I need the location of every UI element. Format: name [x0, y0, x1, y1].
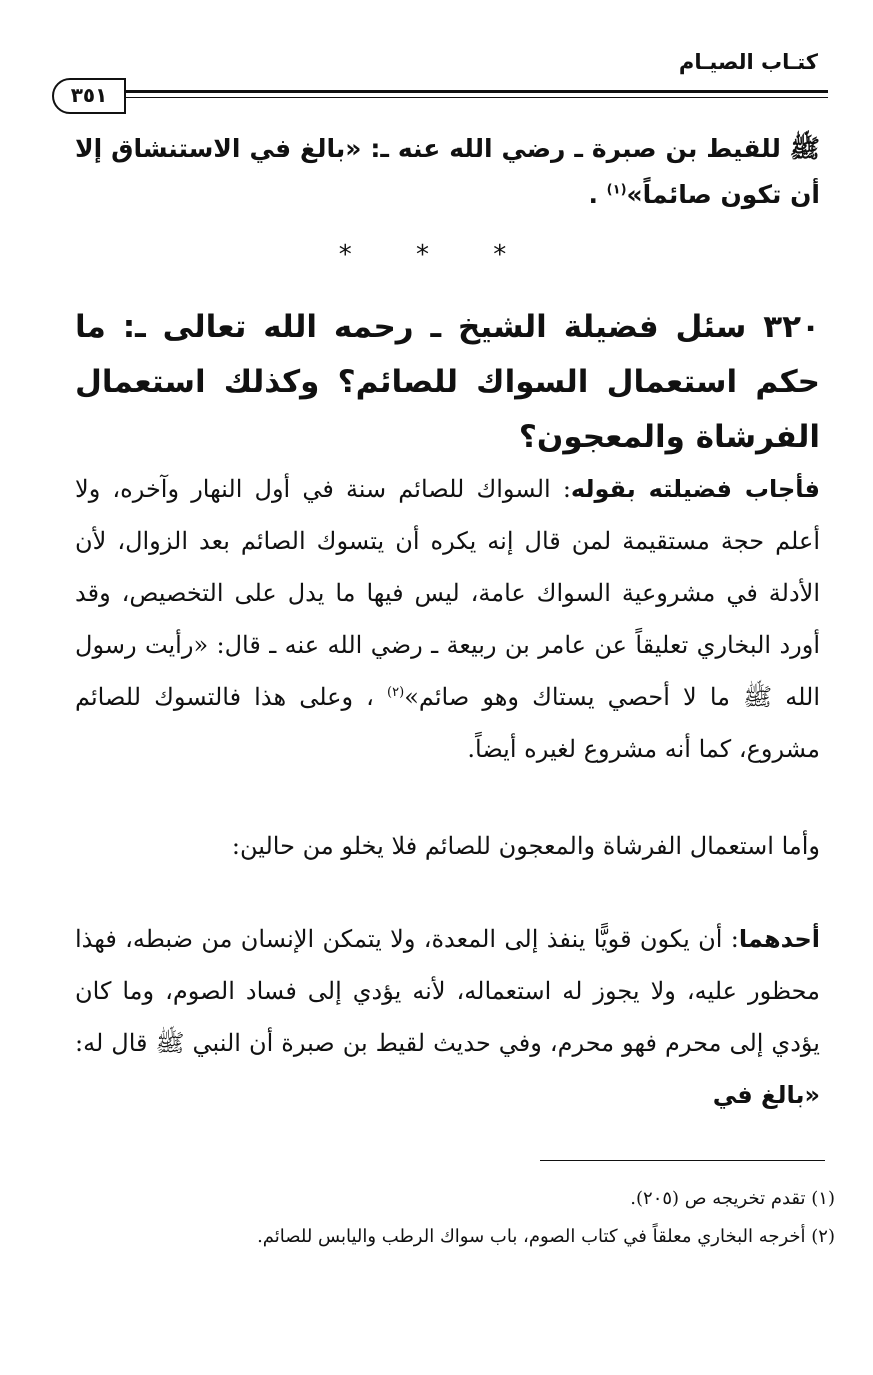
- answer-text: : السواك للصائم سنة في أول النهار وآخره، ولا أعلم حجة مستقيمة لمن قال إنه يكره أن يتسوك الصائم بعد الزوال، لأن الأدلة في مشروعية السواك عامة، ليس فيها ما يدل على التخصيص، وقد أورد البخاري تعليقاً عن عامر بن ربيعة ـ رضي الله عنه ـ قال: «رأيت رسول الله ﷺ ما لا أحصي يستاك وهو صائم»: [75, 475, 821, 711]
- page-number: ٣٥١: [52, 78, 126, 114]
- answer-paragraph: [75, 463, 820, 775]
- second-paragraph: وأما استعمال الفرشاة والمعجون للصائم فلا يخلو من حالين:: [231, 832, 820, 860]
- intro-text: ﷺ للقيط بن صبرة ـ رضي الله عنه ـ: «بالغ في الاستنشاق إلا أن تكون صائماً»: [75, 134, 820, 209]
- question-heading: ٣٢٠ سئل فضيلة الشيخ ـ رحمه الله تعالى ـ: ما حكم استعمال السواك للصائم؟ وكذلك استعمال الفرشاة والمعجون؟: [75, 309, 820, 455]
- footnotes: [75, 1180, 835, 1256]
- running-header-title: كتـاب الصيـام: [678, 50, 818, 74]
- first-case-lead: أحدهما: [738, 925, 820, 953]
- footnote-2: (٢) أخرجه البخاري معلقاً في كتاب الصوم، باب سواك الرطب واليابس للصائم.: [257, 1226, 835, 1247]
- first-case-text: : أن يكون قويًّا ينفذ إلى المعدة، ولا يتمكن الإنسان من ضبطه، فهذا محظور عليه، ولا يجوز له استعماله، لأنه يؤدي إلى فساد الصوم، وما كان يؤدي إلى محرم فهو محرم، وفي حديث لقيط بن صبرة أن النبي ﷺ قال له:: [75, 925, 820, 1057]
- footnote-ref-1: (١): [606, 182, 627, 198]
- first-case-paragraph: [75, 913, 820, 1121]
- section-separator: * * *: [338, 240, 535, 270]
- footnote-ref-2: (٢): [387, 685, 405, 700]
- intro-end: .: [588, 180, 607, 209]
- answer-lead: فأجاب فضيلته بقوله: [570, 475, 820, 503]
- footnote-1: (١) تقدم تخريجه ص (٢٠٥).: [630, 1188, 835, 1209]
- header-rule: [108, 90, 828, 98]
- footnote-rule: [540, 1160, 825, 1161]
- intro-paragraph: [75, 126, 820, 218]
- first-case-quote: «بالغ في: [712, 1081, 820, 1109]
- answer-text-end: ، وعلى هذا فالتسوك للصائم مشروع، كما أنه مشروع لغيره أيضاً.: [75, 683, 820, 763]
